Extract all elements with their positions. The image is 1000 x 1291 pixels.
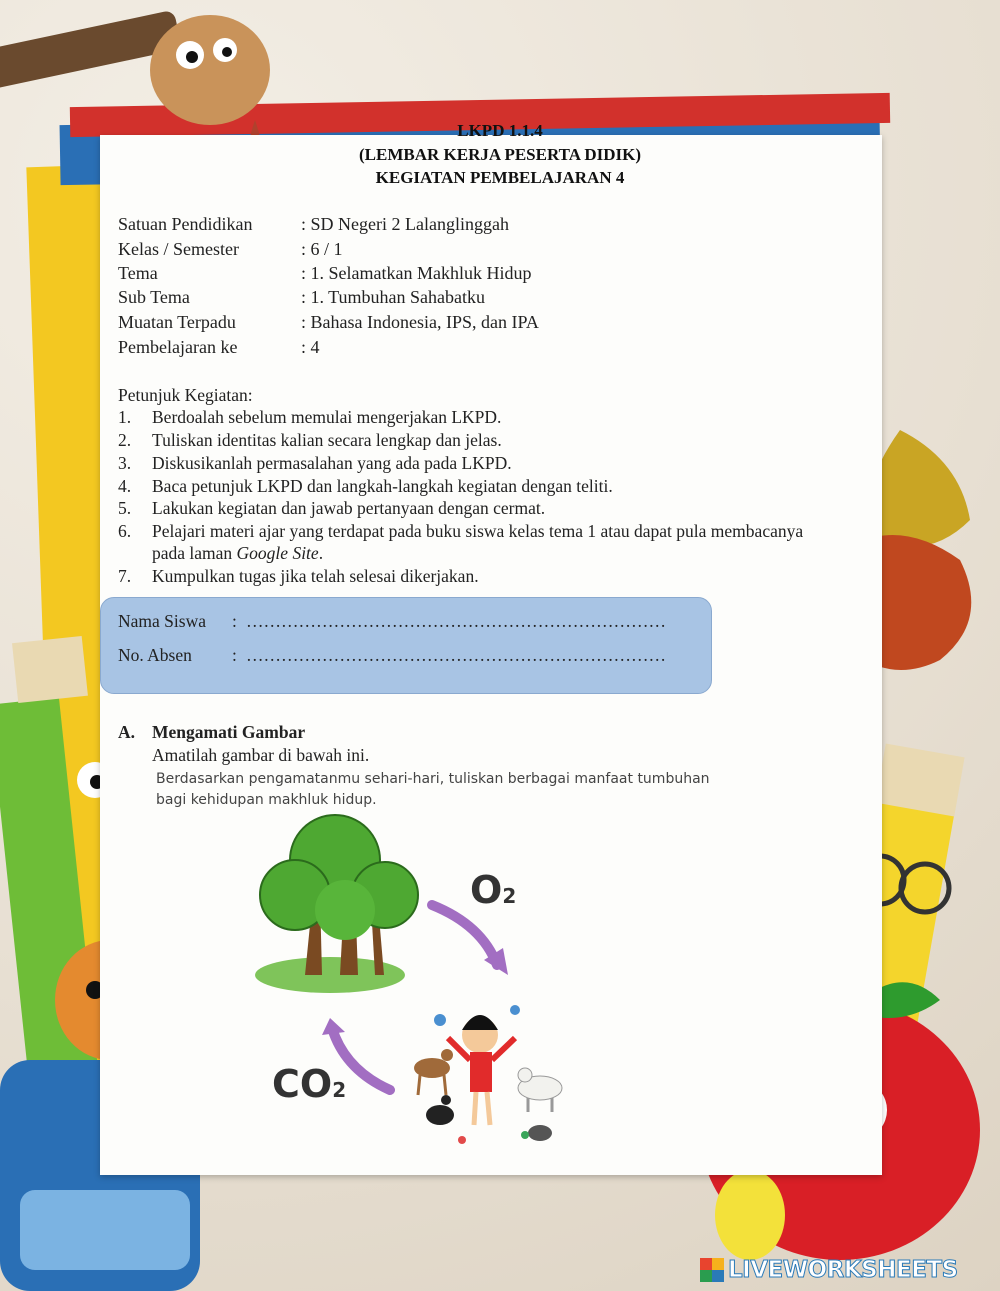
identity-value: : 4 <box>301 337 320 357</box>
identity-label: Muatan Terpadu <box>118 312 236 332</box>
student-name-label: Nama Siswa <box>118 611 206 631</box>
section-letter: A. <box>118 722 136 742</box>
doc-subtitle: KEGIATAN PEMBELAJARAN 4 <box>375 168 625 187</box>
o2-label <box>470 868 516 912</box>
liveworksheets-logo[interactable] <box>700 1255 958 1285</box>
instruction-item: Kumpulkan tugas jika telah selesai dikerjakan. <box>152 566 479 586</box>
o2-subscript: 2 <box>502 884 517 908</box>
instruction-number: 6. <box>118 521 132 541</box>
colon: : <box>232 645 237 665</box>
section-subtitle: Amatilah gambar di bawah ini. <box>152 745 370 765</box>
instruction-item: Lakukan kegiatan dan jawab pertanyaan dengan cermat. <box>152 498 546 518</box>
doc-title: (LEMBAR KERJA PESERTA DIDIK) <box>359 145 641 164</box>
student-absen-field[interactable]: ……………………………………………………………… <box>246 645 666 665</box>
instruction-item: Pelajari materi ajar yang terdapat pada buku siswa kelas tema 1 atau dapat pula membacanya <box>152 521 804 541</box>
instruction-number: 4. <box>118 476 132 496</box>
identity-label: Satuan Pendidikan <box>118 214 253 234</box>
identity-label: Tema <box>118 263 158 283</box>
instruction-item: Diskusikanlah permasalahan yang ada pada LKPD. <box>152 453 512 473</box>
identity-value: : SD Negeri 2 Lalanglinggah <box>301 214 509 234</box>
identity-value: : Bahasa Indonesia, IPS, dan IPA <box>301 312 539 332</box>
instruction-item: Baca petunjuk LKPD dan langkah-langkah kegiatan dengan teliti. <box>152 476 613 496</box>
co2-label <box>272 1062 346 1106</box>
section-title: Mengamati Gambar <box>152 722 306 742</box>
instruction-number: 5. <box>118 498 132 518</box>
instruction-number: 1. <box>118 407 132 427</box>
identity-label: Sub Tema <box>118 287 190 307</box>
instruction-item: Berdoalah sebelum memulai mengerjakan LKPD. <box>152 407 502 427</box>
instruction-text: . <box>318 543 324 563</box>
logo-icon <box>700 1258 724 1282</box>
identity-value: : 1. Tumbuhan Sahabatku <box>301 287 486 307</box>
book-instruction-line2: bagi kehidupan makhluk hidup. <box>156 792 377 808</box>
instruction-number: 3. <box>118 453 132 473</box>
colon: : <box>232 611 237 631</box>
instruction-number: 2. <box>118 430 132 450</box>
identity-value: : 6 / 1 <box>301 239 343 259</box>
instruction-number: 7. <box>118 566 132 586</box>
identity-value: : 1. Selamatkan Makhluk Hidup <box>301 263 532 283</box>
instruction-item: Tuliskan identitas kalian secara lengkap dan jelas. <box>152 430 502 450</box>
co2-subscript: 2 <box>332 1078 347 1102</box>
logo-text: LIVEWORKSHEETS <box>728 1257 958 1283</box>
identity-label: Kelas / Semester <box>118 239 239 259</box>
doc-code: LKPD 1.1.4 <box>457 121 543 140</box>
instruction-text: pada laman <box>152 543 237 563</box>
identity-label: Pembelajaran ke <box>118 337 238 357</box>
student-absen-label: No. Absen <box>118 645 192 665</box>
instructions-title: Petunjuk Kegiatan: <box>118 385 253 405</box>
o2-main: O <box>470 868 503 912</box>
student-name-field[interactable]: ……………………………………………………………… <box>246 611 666 631</box>
book-instruction-line1: Berdasarkan pengamatanmu sehari-hari, tuliskan berbagai manfaat tumbuhan <box>156 771 710 787</box>
google-site-text: Google Site <box>236 543 319 563</box>
co2-main: CO <box>272 1062 333 1106</box>
